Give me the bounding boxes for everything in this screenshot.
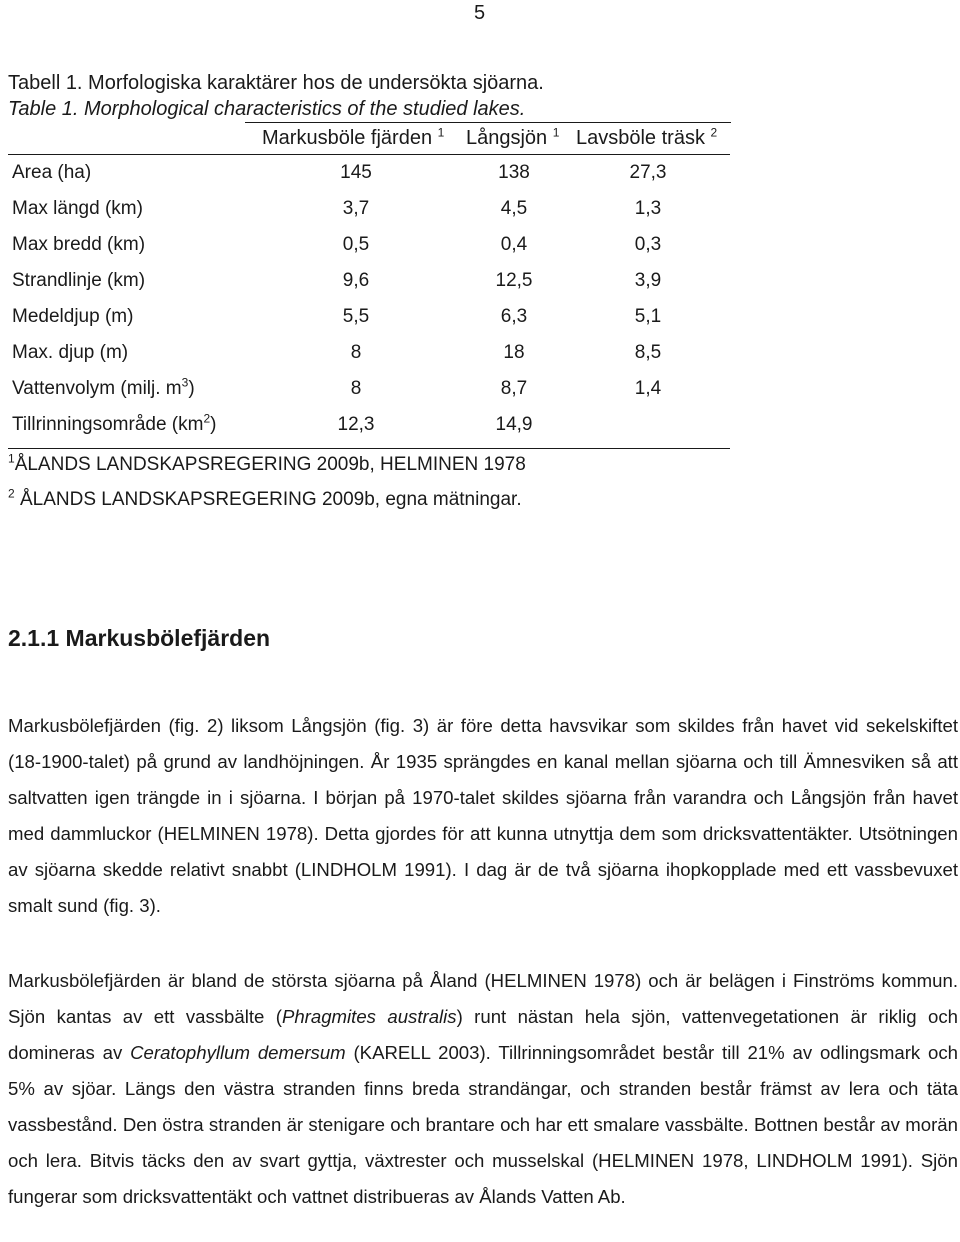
section-heading: 2.1.1 Markusbölefjärden [8,625,271,651]
footnote-mark: 1 [8,451,15,466]
row-label-close: ) [188,378,195,399]
cell-lavsbole: 27,3 [629,162,667,183]
column-header-lavsbole [576,125,717,151]
footnote-mark: 2 [8,486,15,501]
column-header-markusbole [262,125,444,151]
row-label-text: Tillrinningsområde (km [12,414,204,435]
row-label: Area (ha) [12,162,92,183]
cell-markusbole: 9,6 [342,270,370,291]
cell-langsjon: 4,5 [500,198,528,219]
row-label-superscript: 3 [181,375,189,390]
column-header-text: Markusböle fjärden [262,127,433,149]
cell-markusbole: 5,5 [342,306,370,327]
cell-langsjon: 138 [498,162,530,183]
cell-lavsbole: 8,5 [634,342,662,363]
cell-lavsbole: 0,3 [634,234,662,255]
table-row [0,263,960,299]
cell-langsjon: 0,4 [500,234,528,255]
table-row [0,155,960,191]
cell-markusbole: 145 [340,162,372,183]
paragraph-text: Markusbölefjärden är bland de största sjöarna på Åland (HELMINEN 1978) och är belägen i Finströms kommun. Sjön kantas av ett vassbälte ( [8,970,958,1027]
column-header-note: 1 [437,125,445,140]
cell-markusbole: 3,7 [342,198,370,219]
footnote-text: ÅLANDS LANDSKAPSREGERING 2009b, egna mätningar. [14,489,522,510]
table-row [0,407,960,443]
row-label: Max bredd (km) [12,234,146,255]
table-row [0,371,960,407]
column-header-langsjon [466,125,559,151]
row-label: Medeldjup (m) [12,306,134,327]
row-label-text: Vattenvolym (milj. m [12,378,182,399]
body-paragraph-2 [8,963,958,1215]
footnote-text: ÅLANDS LANDSKAPSREGERING 2009b, HELMINEN 1978 [14,454,526,475]
cell-langsjon: 6,3 [500,306,528,327]
table-caption-english: Table 1. Morphological characteristics of the studied lakes. [8,98,526,120]
cell-langsjon: 8,7 [500,378,528,399]
table-footnote-1 [8,452,526,478]
table-bottom-rule [8,448,730,449]
row-label: Max. djup (m) [12,342,129,363]
cell-langsjon: 18 [503,342,525,363]
cell-markusbole: 8 [350,342,362,363]
cell-lavsbole: 5,1 [634,306,662,327]
body-paragraph-1: Markusbölefjärden (fig. 2) liksom Långsjön (fig. 3) är före detta havsvikar som skildes från havet vid sekelskiftet (18-1900-talet) på grund av landhöjningen. År 1935 sprängdes en kanal mellan sjöarna och till Ämnesviken så att saltvatten igen trängde in i sjöarna. I början på 1970-talet skildes sjöarna från varandra och Långsjön från havet med dammluckor (HELMINEN 1978). Detta gjordes för att kunna utnyttja dem som dricksvattentäkter. Utsötningen av sjöarna skedde relativt snabbt (LINDHOLM 1991). I dag är de två sjöarna ihopkopplade med ett vassbevuxet smalt sund (fig. 3). [8,715,958,916]
table-row [0,191,960,227]
table-row [0,227,960,263]
species-name: Phragmites australis [281,1006,457,1027]
row-label: Strandlinje (km) [12,270,146,291]
species-name: Ceratophyllum demersum [130,1042,346,1063]
cell-lavsbole: 1,3 [634,198,662,219]
page-number: 5 [474,2,486,24]
table-footnote-2 [8,487,522,513]
column-header-text: Långsjön [466,127,548,149]
cell-lavsbole: 3,9 [634,270,662,291]
column-header-note: 1 [552,125,560,140]
cell-markusbole: 0,5 [342,234,370,255]
cell-markusbole: 12,3 [337,414,375,435]
table-row [0,335,960,371]
paragraph-text: ) runt nästan hela sjön, vattenvegetationen är riklig och domineras av [8,1006,958,1063]
row-label [12,407,216,443]
table-top-rule [245,122,731,123]
table-row [0,299,960,335]
cell-lavsbole: 1,4 [634,378,662,399]
column-header-text: Lavsböle träsk [576,127,705,149]
row-label-superscript: 2 [203,411,211,426]
cell-langsjon: 12,5 [495,270,533,291]
cell-markusbole: 8 [350,378,362,399]
row-label-close: ) [210,414,217,435]
table-caption-swedish: Tabell 1. Morfologiska karaktärer hos de undersökta sjöarna. [8,72,544,94]
paragraph-text: (KARELL 2003). Tillrinningsområdet består till 21% av odlingsmark och 5% av sjöar. Längs den västra stranden finns breda strandängar, och stranden består främst av lera och täta vassbestånd. Den östra stranden är stenigare och brantare och har ett smalare vassbälte. Bottnen består av morän och lera. Bitvis täcks den av svart gyttja, växtrester och musselskal (HELMINEN 1978, LINDHOLM 1991). Sjön fungerar som dricksvattentäkt och vattnet distribueras av Ålands Vatten Ab. [8,1042,958,1207]
row-label [12,371,195,407]
column-header-note: 2 [710,125,718,140]
cell-langsjon: 14,9 [495,414,533,435]
row-label: Max längd (km) [12,198,143,219]
